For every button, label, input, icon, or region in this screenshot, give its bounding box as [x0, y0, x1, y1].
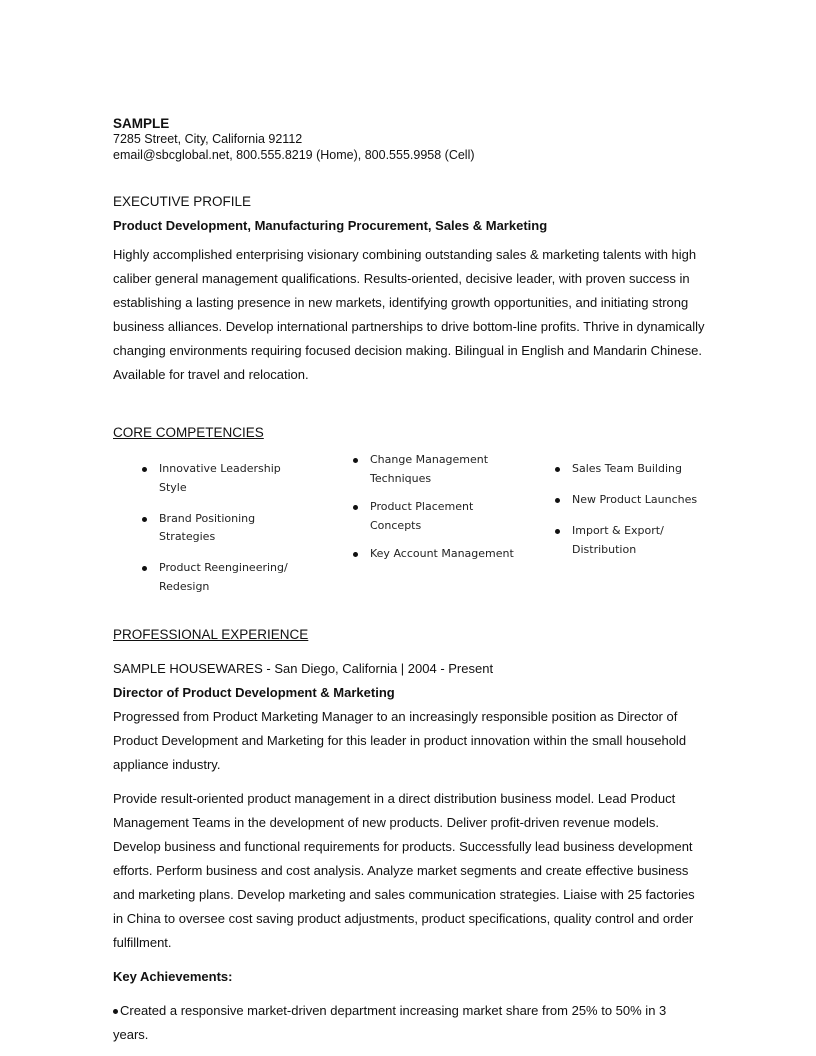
competency-column-1 — [141, 460, 311, 596]
company-location-dates: - San Diego, California | 2004 - Present — [262, 661, 494, 676]
competency-item: Brand Positioning Strategies — [141, 510, 311, 547]
competency-column-3 — [554, 460, 704, 559]
address-line: 7285 Street, City, California 92112 — [113, 132, 303, 146]
competency-column-2 — [352, 451, 517, 564]
profile-subheading: Product Development, Manufacturing Procurement, Sales & Marketing — [113, 218, 548, 233]
candidate-name: SAMPLE — [113, 116, 170, 131]
competency-item: New Product Launches — [554, 491, 704, 510]
executive-profile-heading: EXECUTIVE PROFILE — [113, 194, 252, 209]
profile-summary: Highly accomplished enterprising visionary combining outstanding sales & marketing talents with high caliber general management qualifications. Results-oriented, decisive leader, with proven success in establishing a lasting presence in new markets, identifying growth opportunities, and initiating strong business alliances. Develop international partnerships to drive bottom-line profits. Thrive in dynamically changing environments requiring focused decision making. Bilingual in English and Mandarin Chinese. Available for travel and relocation. — [113, 247, 705, 382]
achievement-item: Created a responsive market-driven department increasing market share from 25% to 50% in 3 years. — [113, 1003, 667, 1042]
job-header — [113, 661, 705, 677]
competency-item: Change Management Techniques — [352, 451, 510, 488]
bullet-icon — [113, 1009, 118, 1014]
company-name: SAMPLE HOUSEWARES — [113, 661, 263, 676]
competency-item: Product Placement Concepts — [352, 498, 490, 535]
achievements-list — [67, 999, 703, 1047]
job-description-1: Progressed from Product Marketing Manager to an increasingly responsible position as Director of Product Development and Marketing for this leader in product innovation within the small household appliance industry. — [113, 709, 687, 772]
contact-line: email@sbcglobal.net, 800.555.8219 (Home), 800.555.9958 (Cell) — [113, 148, 475, 162]
competency-item: Sales Team Building — [554, 460, 704, 479]
competency-item: Import & Export/ Distribution — [554, 522, 682, 559]
key-achievements-heading: Key Achievements: — [113, 969, 233, 984]
competency-item: Innovative Leadership Style — [141, 460, 311, 497]
competencies-grid — [113, 451, 705, 593]
core-competencies-heading: CORE COMPETENCIES — [113, 425, 264, 440]
professional-experience-heading: PROFESSIONAL EXPERIENCE — [113, 627, 309, 642]
competency-item: Product Reengineering/ Redesign — [141, 559, 299, 596]
competency-item: Key Account Management — [352, 545, 517, 564]
resume-page — [113, 116, 705, 1047]
job-description-2: Provide result-oriented product management in a direct distribution business model. Lead Product Management Teams in the development of new products. Deliver profit-driven revenue models. Develop business and functional requirements for products. Successfully lead business development efforts. Perform business and cost analysis. Analyze market segments and create effective business and marketing plans. Develop marketing and sales communication strategies. Liaise with 25 factories in China to oversee cost saving product adjustments, product specifications, quality control and order fulfillment. — [113, 791, 695, 950]
job-title: Director of Product Development & Marketing — [113, 685, 395, 700]
